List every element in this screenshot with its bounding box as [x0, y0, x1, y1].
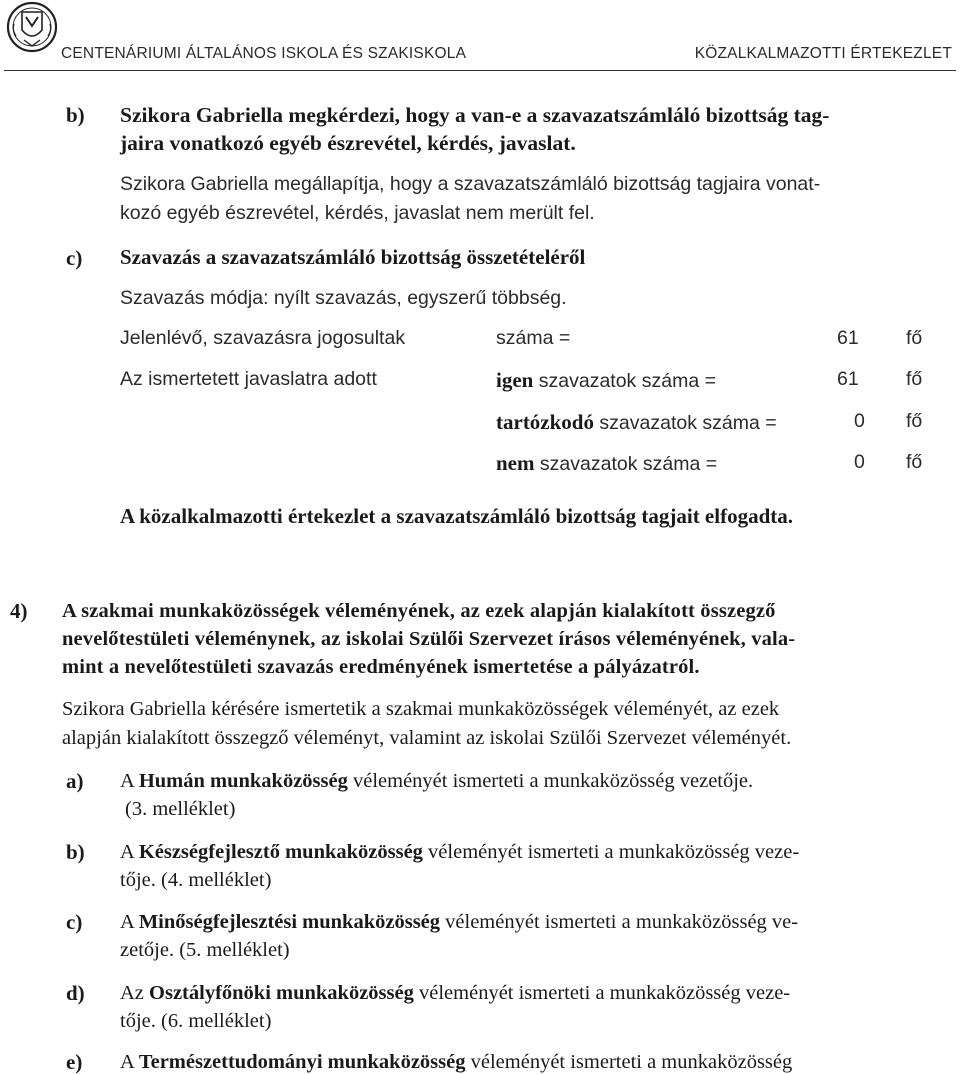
- item-c-label: c): [66, 910, 83, 934]
- no-votes-unit: fő: [906, 451, 923, 473]
- present-value: 61: [837, 327, 859, 349]
- item-d-line1: Az Osztályfőnöki munkaközösség véleményét ismerteti a munkaközösség veze-: [120, 982, 791, 1004]
- no-votes-value: 0: [854, 451, 865, 473]
- section-b-body-line2: kozó egyéb észrevétel, kérdés, javaslat nem merült fel.: [120, 202, 595, 224]
- yes-votes-unit: fő: [906, 368, 923, 390]
- item-a-label: a): [66, 769, 84, 793]
- section-4-body-line1: Szikora Gabriella kérésére ismertetik a szakmai munkaközösségek véleményét, az ezek: [62, 698, 780, 720]
- item-a-line2: (3. melléklet): [125, 798, 236, 820]
- section-4-body-line2: alapján kialakított összegző véleményt, valamint az iskolai Szülői Szervezet véleményét.: [62, 727, 792, 749]
- item-b-label: b): [66, 840, 85, 864]
- no-votes-label: nem szavazatok száma =: [496, 451, 718, 475]
- item-d-line2: tője. (6. melléklet): [120, 1010, 272, 1032]
- item-c-line1: A Minőségfejlesztési munkaközösség véleményét ismerteti a munkaközösség ve-: [120, 911, 799, 933]
- item-b-line2: tője. (4. melléklet): [120, 869, 272, 891]
- item-e-label: e): [66, 1050, 83, 1074]
- abstain-votes-unit: fő: [906, 410, 923, 432]
- yes-votes-value: 61: [837, 368, 859, 390]
- present-unit: fő: [906, 327, 923, 349]
- section-b-body-line1: Szikora Gabriella megállapítja, hogy a szavazatszámláló bizottság tagjaira vonat-: [120, 173, 821, 195]
- present-count-label: száma =: [496, 327, 571, 349]
- vote-result: A közalkalmazotti értekezlet a szavazatszámláló bizottság tagjait elfogadta.: [120, 504, 794, 528]
- section-b-title-line2: jaira vonatkozó egyéb észrevétel, kérdés, javaslat.: [120, 131, 576, 155]
- section-b-title-line1: Szikora Gabriella megkérdezi, hogy a van-e a szavazatszámláló bizottság tag-: [120, 103, 830, 127]
- school-name: CENTENÁRIUMI ÁLTALÁNOS ISKOLA ÉS SZAKISKOLA: [61, 45, 467, 62]
- item-d-label: d): [66, 981, 85, 1005]
- item-e-line1: A Természettudományi munkaközösség véleményét ismerteti a munkaközösség: [120, 1051, 793, 1073]
- present-label: Jelenlévő, szavazásra jogosultak: [120, 327, 406, 349]
- section-4-title-line2: nevelőtestületi véleménynek, az iskolai Szülői Szervezet írásos véleményének, vala-: [62, 628, 796, 650]
- item-b-line1: A Készségfejlesztő munkaközösség véleményét ismerteti a munkaközösség veze-: [120, 841, 800, 863]
- school-logo-icon: [4, 0, 60, 56]
- abstain-votes-value: 0: [854, 410, 865, 432]
- proposal-label: Az ismertetett javaslatra adott: [120, 368, 377, 390]
- abstain-votes-label: tartózkodó szavazatok száma =: [496, 410, 777, 434]
- yes-votes-label: igen szavazatok száma =: [496, 368, 716, 392]
- section-4-label: 4): [10, 599, 28, 623]
- section-b-label: b): [66, 103, 85, 127]
- header-divider: [4, 70, 956, 71]
- item-c-line2: zetője. (5. melléklet): [120, 939, 290, 961]
- section-4-title-line1: A szakmai munkaközösségek véleményének, az ezek alapján kialakított összegző: [62, 600, 776, 622]
- document-title: KÖZALKALMAZOTTI ÉRTEKEZLET: [694, 45, 952, 62]
- voting-mode: Szavazás módja: nyílt szavazás, egyszerű többség.: [120, 287, 567, 309]
- section-c-title: Szavazás a szavazatszámláló bizottság összetételéről: [120, 245, 586, 269]
- section-4-title-line3: mint a nevelőtestületi szavazás eredményének ismertetése a pályázatról.: [62, 656, 700, 678]
- item-a-line1: A Humán munkaközösség véleményét ismerteti a munkaközösség vezetője.: [120, 770, 754, 792]
- section-c-label: c): [66, 246, 83, 270]
